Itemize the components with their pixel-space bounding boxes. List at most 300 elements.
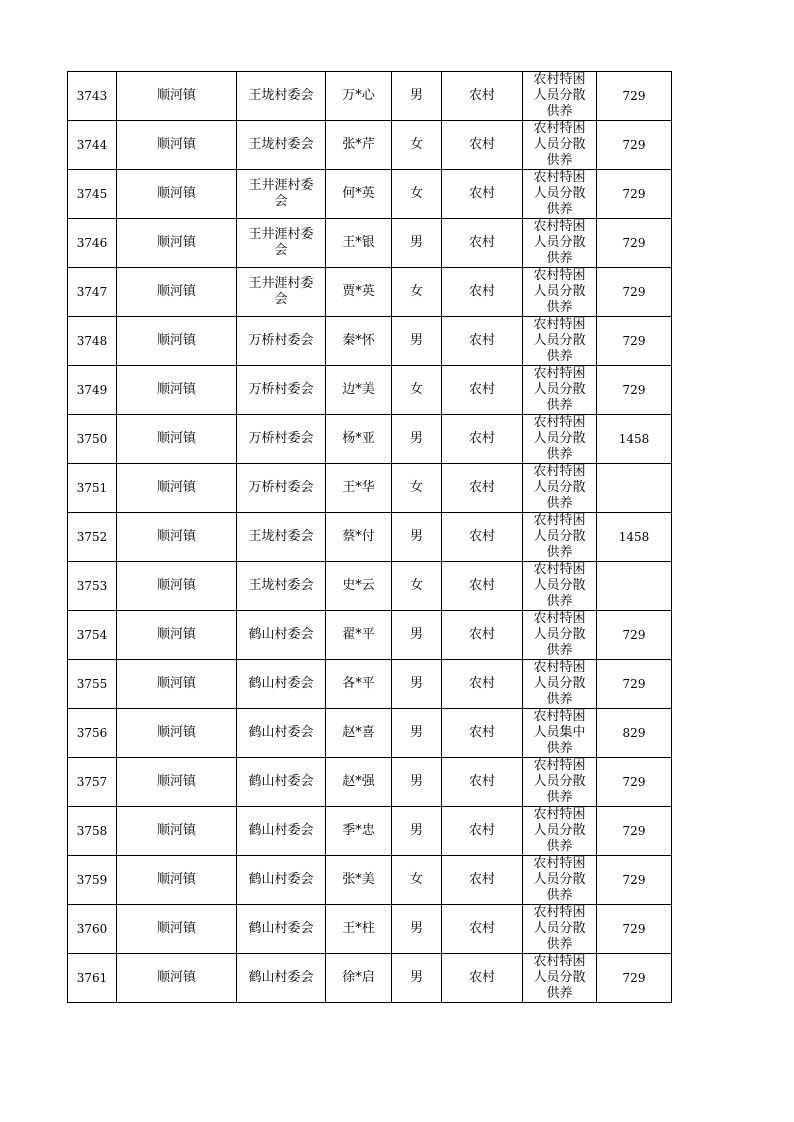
person-name-text: 王*柱 [342, 921, 375, 936]
person-name-cell [326, 758, 392, 807]
gender-text: 男 [409, 333, 423, 348]
record-number-text: 3760 [76, 922, 108, 936]
person-name-text: 赵*喜 [342, 725, 375, 740]
record-number-text: 3751 [76, 481, 108, 495]
area-type-text: 农村 [468, 627, 495, 642]
amount-text: 729 [622, 89, 646, 103]
person-name-text: 何*英 [342, 186, 375, 201]
assistance-category-cell [523, 170, 597, 219]
town-text: 顺河镇 [156, 235, 196, 250]
village-committee-text: 王井涯村委会 [248, 276, 314, 307]
gender-cell [392, 954, 442, 1003]
amount-cell [597, 366, 672, 415]
person-name-cell [326, 170, 392, 219]
amount-cell [597, 121, 672, 170]
town-text: 顺河镇 [156, 382, 196, 397]
amount-text: 729 [622, 971, 646, 985]
area-type-text: 农村 [468, 431, 495, 446]
town-cell [117, 954, 237, 1003]
town-cell [117, 611, 237, 660]
village-committee-text: 鹤山村委会 [248, 627, 314, 642]
village-committee-cell [237, 415, 326, 464]
village-committee-text: 鹤山村委会 [248, 872, 314, 887]
area-type-cell [442, 758, 523, 807]
record-number-cell [68, 562, 117, 611]
amount-cell [597, 905, 672, 954]
record-number-cell [68, 954, 117, 1003]
gender-cell [392, 366, 442, 415]
assistance-category-cell [523, 366, 597, 415]
gender-text: 女 [409, 186, 423, 201]
town-cell [117, 856, 237, 905]
village-committee-text: 鹤山村委会 [248, 725, 314, 740]
assistance-category-text: 农村特困人员分散供养 [533, 660, 586, 707]
village-committee-text: 王垅村委会 [248, 137, 314, 152]
village-committee-cell [237, 856, 326, 905]
gender-cell [392, 72, 442, 121]
table-row [68, 513, 672, 562]
area-type-cell [442, 366, 523, 415]
area-type-cell [442, 856, 523, 905]
gender-text: 男 [409, 921, 423, 936]
assistance-category-cell [523, 268, 597, 317]
record-number-text: 3745 [76, 187, 108, 201]
amount-cell [597, 415, 672, 464]
assistance-category-text: 农村特困人员分散供养 [533, 758, 586, 805]
table-row [68, 268, 672, 317]
record-number-cell [68, 219, 117, 268]
gender-text: 男 [409, 529, 423, 544]
amount-text: 729 [622, 334, 646, 348]
village-committee-text: 万桥村委会 [248, 333, 314, 348]
person-name-cell [326, 611, 392, 660]
village-committee-cell [237, 72, 326, 121]
person-name-text: 杨*亚 [342, 431, 375, 446]
village-committee-cell [237, 268, 326, 317]
area-type-text: 农村 [468, 88, 495, 103]
village-committee-cell [237, 709, 326, 758]
area-type-cell [442, 415, 523, 464]
town-text: 顺河镇 [156, 333, 196, 348]
person-name-text: 蔡*付 [342, 529, 375, 544]
village-committee-cell [237, 464, 326, 513]
records-body [68, 72, 672, 1003]
gender-cell [392, 415, 442, 464]
town-cell [117, 219, 237, 268]
assistance-category-text: 农村特困人员分散供养 [533, 121, 586, 168]
gender-cell [392, 660, 442, 709]
area-type-text: 农村 [468, 333, 495, 348]
person-name-cell [326, 807, 392, 856]
record-number-text: 3744 [76, 138, 108, 152]
town-text: 顺河镇 [156, 578, 196, 593]
gender-text: 男 [409, 823, 423, 838]
village-committee-cell [237, 366, 326, 415]
assistance-category-cell [523, 562, 597, 611]
town-text: 顺河镇 [156, 970, 196, 985]
assistance-category-text: 农村特困人员分散供养 [533, 415, 586, 462]
area-type-cell [442, 660, 523, 709]
table-row [68, 121, 672, 170]
town-cell [117, 758, 237, 807]
person-name-cell [326, 464, 392, 513]
amount-cell [597, 660, 672, 709]
assistance-category-text: 农村特困人员分散供养 [533, 905, 586, 952]
amount-text: 829 [622, 726, 646, 740]
person-name-cell [326, 856, 392, 905]
village-committee-cell [237, 660, 326, 709]
area-type-cell [442, 562, 523, 611]
assistance-category-cell [523, 856, 597, 905]
assistance-category-cell [523, 660, 597, 709]
amount-cell [597, 170, 672, 219]
town-text: 顺河镇 [156, 284, 196, 299]
town-cell [117, 366, 237, 415]
record-number-cell [68, 660, 117, 709]
town-text: 顺河镇 [156, 627, 196, 642]
record-number-cell [68, 856, 117, 905]
person-name-cell [326, 954, 392, 1003]
record-number-cell [68, 366, 117, 415]
amount-cell [597, 562, 672, 611]
assistance-category-cell [523, 219, 597, 268]
town-text: 顺河镇 [156, 725, 196, 740]
table-row [68, 954, 672, 1003]
village-committee-cell [237, 807, 326, 856]
gender-cell [392, 317, 442, 366]
record-number-cell [68, 807, 117, 856]
person-name-cell [326, 513, 392, 562]
area-type-cell [442, 464, 523, 513]
person-name-text: 徐*启 [342, 970, 375, 985]
person-name-text: 秦*怀 [342, 333, 375, 348]
village-committee-text: 万桥村委会 [248, 431, 314, 446]
gender-text: 女 [409, 578, 423, 593]
record-number-text: 3743 [76, 89, 108, 103]
assistance-category-text: 农村特困人员分散供养 [533, 562, 586, 609]
area-type-text: 农村 [468, 823, 495, 838]
amount-cell [597, 807, 672, 856]
table-row [68, 758, 672, 807]
assistance-category-text: 农村特困人员分散供养 [533, 464, 586, 511]
assistance-category-text: 农村特困人员分散供养 [533, 170, 586, 217]
record-number-text: 3754 [76, 628, 108, 642]
assistance-category-text: 农村特困人员分散供养 [533, 611, 586, 658]
table-row [68, 72, 672, 121]
assistance-category-cell [523, 121, 597, 170]
area-type-cell [442, 709, 523, 758]
table-row [68, 562, 672, 611]
town-cell [117, 121, 237, 170]
table-row [68, 415, 672, 464]
village-committee-cell [237, 905, 326, 954]
assistance-category-cell [523, 415, 597, 464]
area-type-cell [442, 268, 523, 317]
record-number-cell [68, 611, 117, 660]
record-number-cell [68, 170, 117, 219]
amount-text: 729 [622, 236, 646, 250]
amount-text: 729 [622, 873, 646, 887]
assistance-category-text: 农村特困人员分散供养 [533, 856, 586, 903]
area-type-cell [442, 170, 523, 219]
town-cell [117, 464, 237, 513]
record-number-text: 3755 [76, 677, 108, 691]
assistance-category-cell [523, 464, 597, 513]
amount-text: 729 [622, 138, 646, 152]
record-number-cell [68, 121, 117, 170]
record-number-text: 3748 [76, 334, 108, 348]
record-number-cell [68, 464, 117, 513]
person-name-text: 王*华 [342, 480, 375, 495]
area-type-text: 农村 [468, 725, 495, 740]
town-text: 顺河镇 [156, 480, 196, 495]
area-type-text: 农村 [468, 529, 495, 544]
amount-text: 729 [622, 922, 646, 936]
area-type-text: 农村 [468, 480, 495, 495]
assistance-category-cell [523, 317, 597, 366]
amount-cell [597, 72, 672, 121]
record-number-text: 3759 [76, 873, 108, 887]
table-row [68, 611, 672, 660]
town-cell [117, 905, 237, 954]
assistance-category-text: 农村特困人员分散供养 [533, 72, 586, 119]
records-table [67, 71, 672, 1003]
person-name-cell [326, 268, 392, 317]
assistance-category-cell [523, 807, 597, 856]
town-text: 顺河镇 [156, 137, 196, 152]
record-number-cell [68, 905, 117, 954]
person-name-text: 翟*平 [342, 627, 375, 642]
area-type-cell [442, 513, 523, 562]
gender-text: 女 [409, 382, 423, 397]
village-committee-cell [237, 954, 326, 1003]
person-name-cell [326, 562, 392, 611]
gender-text: 男 [409, 627, 423, 642]
table-row [68, 317, 672, 366]
record-number-cell [68, 268, 117, 317]
gender-cell [392, 268, 442, 317]
area-type-text: 农村 [468, 186, 495, 201]
person-name-cell [326, 317, 392, 366]
table-row [68, 905, 672, 954]
town-cell [117, 709, 237, 758]
person-name-cell [326, 905, 392, 954]
assistance-category-text: 农村特困人员分散供养 [533, 807, 586, 854]
record-number-text: 3746 [76, 236, 108, 250]
area-type-cell [442, 954, 523, 1003]
record-number-text: 3752 [76, 530, 108, 544]
table-row [68, 807, 672, 856]
town-text: 顺河镇 [156, 431, 196, 446]
gender-cell [392, 758, 442, 807]
amount-cell [597, 611, 672, 660]
area-type-cell [442, 611, 523, 660]
village-committee-cell [237, 170, 326, 219]
village-committee-cell [237, 317, 326, 366]
table-row [68, 464, 672, 513]
amount-text: 1458 [618, 530, 650, 544]
person-name-text: 边*美 [342, 382, 375, 397]
gender-text: 男 [409, 676, 423, 691]
gender-cell [392, 513, 442, 562]
village-committee-cell [237, 758, 326, 807]
amount-cell [597, 219, 672, 268]
person-name-cell [326, 121, 392, 170]
amount-cell [597, 954, 672, 1003]
town-text: 顺河镇 [156, 88, 196, 103]
assistance-category-cell [523, 954, 597, 1003]
person-name-cell [326, 72, 392, 121]
amount-text: 729 [622, 285, 646, 299]
gender-cell [392, 807, 442, 856]
gender-text: 男 [409, 970, 423, 985]
assistance-category-cell [523, 709, 597, 758]
amount-cell [597, 856, 672, 905]
gender-text: 男 [409, 725, 423, 740]
record-number-cell [68, 72, 117, 121]
amount-text: 729 [622, 677, 646, 691]
table-row [68, 170, 672, 219]
person-name-text: 万*心 [342, 88, 375, 103]
town-text: 顺河镇 [156, 921, 196, 936]
amount-text: 729 [622, 628, 646, 642]
record-number-text: 3758 [76, 824, 108, 838]
village-committee-text: 王垅村委会 [248, 529, 314, 544]
gender-cell [392, 856, 442, 905]
town-text: 顺河镇 [156, 529, 196, 544]
person-name-cell [326, 709, 392, 758]
person-name-cell [326, 219, 392, 268]
person-name-cell [326, 366, 392, 415]
area-type-text: 农村 [468, 137, 495, 152]
area-type-text: 农村 [468, 676, 495, 691]
village-committee-text: 王垅村委会 [248, 578, 314, 593]
gender-cell [392, 709, 442, 758]
record-number-text: 3750 [76, 432, 108, 446]
town-cell [117, 268, 237, 317]
gender-text: 男 [409, 88, 423, 103]
amount-cell [597, 513, 672, 562]
gender-cell [392, 562, 442, 611]
person-name-text: 季*忠 [342, 823, 375, 838]
village-committee-text: 王垅村委会 [248, 88, 314, 103]
assistance-category-cell [523, 513, 597, 562]
area-type-cell [442, 807, 523, 856]
village-committee-cell [237, 219, 326, 268]
town-cell [117, 660, 237, 709]
record-number-text: 3749 [76, 383, 108, 397]
village-committee-text: 鹤山村委会 [248, 970, 314, 985]
person-name-text: 贾*英 [342, 284, 375, 299]
gender-cell [392, 464, 442, 513]
area-type-text: 农村 [468, 970, 495, 985]
table-row [68, 709, 672, 758]
assistance-category-text: 农村特困人员分散供养 [533, 366, 586, 413]
person-name-text: 张*美 [342, 872, 375, 887]
record-number-cell [68, 758, 117, 807]
record-number-text: 3757 [76, 775, 108, 789]
person-name-text: 各*平 [342, 676, 375, 691]
gender-text: 女 [409, 284, 423, 299]
record-number-cell [68, 513, 117, 562]
assistance-category-text: 农村特困人员分散供养 [533, 513, 586, 560]
area-type-text: 农村 [468, 578, 495, 593]
town-cell [117, 317, 237, 366]
data-sheet [67, 71, 671, 1003]
area-type-text: 农村 [468, 921, 495, 936]
table-row [68, 660, 672, 709]
assistance-category-text: 农村特困人员分散供养 [533, 317, 586, 364]
gender-cell [392, 219, 442, 268]
record-number-cell [68, 317, 117, 366]
person-name-text: 史*云 [342, 578, 375, 593]
gender-cell [392, 121, 442, 170]
amount-text: 729 [622, 187, 646, 201]
gender-text: 男 [409, 235, 423, 250]
table-row [68, 219, 672, 268]
record-number-text: 3747 [76, 285, 108, 299]
gender-cell [392, 905, 442, 954]
gender-cell [392, 170, 442, 219]
person-name-text: 王*银 [342, 235, 375, 250]
amount-cell [597, 758, 672, 807]
town-text: 顺河镇 [156, 676, 196, 691]
town-text: 顺河镇 [156, 774, 196, 789]
town-cell [117, 72, 237, 121]
area-type-cell [442, 905, 523, 954]
village-committee-cell [237, 562, 326, 611]
village-committee-text: 王井涯村委会 [248, 227, 314, 258]
amount-text: 729 [622, 383, 646, 397]
village-committee-text: 万桥村委会 [248, 480, 314, 495]
town-text: 顺河镇 [156, 823, 196, 838]
area-type-text: 农村 [468, 382, 495, 397]
area-type-cell [442, 317, 523, 366]
gender-text: 女 [409, 137, 423, 152]
town-cell [117, 807, 237, 856]
amount-cell [597, 464, 672, 513]
amount-cell [597, 709, 672, 758]
area-type-cell [442, 121, 523, 170]
record-number-text: 3753 [76, 579, 108, 593]
area-type-text: 农村 [468, 774, 495, 789]
amount-cell [597, 268, 672, 317]
amount-text: 1458 [618, 432, 650, 446]
gender-text: 男 [409, 431, 423, 446]
assistance-category-cell [523, 758, 597, 807]
assistance-category-text: 农村特困人员分散供养 [533, 219, 586, 266]
village-committee-text: 鹤山村委会 [248, 823, 314, 838]
record-number-text: 3756 [76, 726, 108, 740]
amount-cell [597, 317, 672, 366]
town-text: 顺河镇 [156, 186, 196, 201]
person-name-text: 赵*强 [342, 774, 375, 789]
record-number-cell [68, 709, 117, 758]
town-cell [117, 170, 237, 219]
gender-text: 女 [409, 872, 423, 887]
town-text: 顺河镇 [156, 872, 196, 887]
amount-text: 729 [622, 775, 646, 789]
village-committee-text: 万桥村委会 [248, 382, 314, 397]
gender-cell [392, 611, 442, 660]
area-type-text: 农村 [468, 872, 495, 887]
village-committee-cell [237, 513, 326, 562]
person-name-cell [326, 415, 392, 464]
assistance-category-cell [523, 72, 597, 121]
assistance-category-cell [523, 905, 597, 954]
assistance-category-text: 农村特困人员集中供养 [533, 709, 586, 756]
amount-text: 729 [622, 824, 646, 838]
